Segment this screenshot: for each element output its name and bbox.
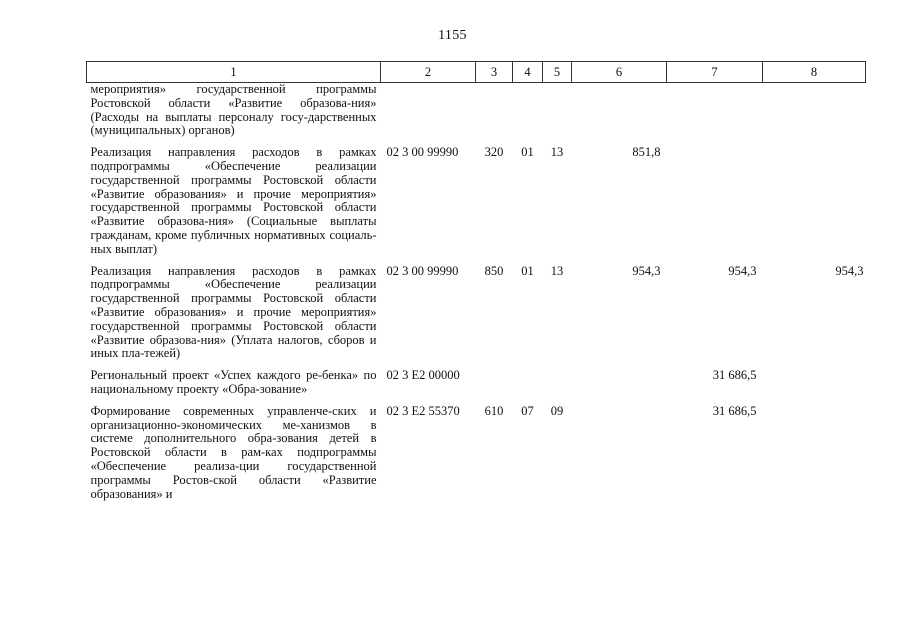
row-amount-col8 bbox=[763, 83, 866, 147]
page-number: 1155 bbox=[438, 28, 467, 43]
budget-table bbox=[86, 61, 866, 509]
row-subsection: 13 bbox=[550, 145, 564, 160]
row-expense-type bbox=[476, 369, 513, 405]
row-amount-col6 bbox=[572, 369, 667, 405]
row-amount-col6 bbox=[572, 83, 667, 147]
row-section bbox=[513, 369, 543, 405]
row-amount-col7: 31 686,5 bbox=[712, 368, 757, 383]
row-section: 07 bbox=[521, 403, 534, 418]
table-row bbox=[87, 405, 866, 510]
row-description: Формирование современных управленче-ских и организационно-экономических ме-ханизмов в системе дополнительного обра-зования детей в Ростовской области в рам-ках подпрограммы «Обеспечение реализа-ции государственной программы Ростов-ской области «Развитие образования» и bbox=[90, 403, 377, 501]
table-header bbox=[87, 62, 866, 83]
row-section: 01 bbox=[521, 145, 534, 160]
column-header-5: 5 bbox=[543, 62, 572, 83]
row-target-code bbox=[381, 83, 476, 147]
row-subsection: 13 bbox=[550, 263, 564, 278]
column-header-8: 8 bbox=[763, 62, 866, 83]
row-amount-col6: 851,8 bbox=[632, 145, 661, 160]
row-amount-col7 bbox=[667, 146, 763, 264]
row-subsection: 09 bbox=[550, 403, 564, 418]
row-expense-type bbox=[476, 83, 513, 147]
row-description: Реализация направления расходов в рамках подпрограммы «Обеспечение реализации государственной программы Ростовской области «Развитие образования» и прочие мероприятия» государственной программы Ростовской области «Развитие образова-ния» (Уплата налогов, сборов и иных пла-тежей) bbox=[90, 263, 377, 361]
table-row bbox=[87, 146, 866, 264]
table-row bbox=[87, 265, 866, 370]
table-body bbox=[87, 83, 866, 510]
row-amount-col8 bbox=[763, 369, 866, 405]
column-header-6: 6 bbox=[572, 62, 667, 83]
row-description: Региональный проект «Успех каждого ре-бенка» по национальному проекту «Обра-зование» bbox=[90, 368, 377, 396]
row-amount-col6: 954,3 bbox=[632, 263, 661, 278]
table-row bbox=[87, 83, 866, 147]
row-amount-col6 bbox=[572, 405, 667, 510]
row-target-code: 02 3 E2 55370 bbox=[386, 403, 460, 418]
column-header-1: 1 bbox=[87, 62, 381, 83]
header-row bbox=[87, 62, 866, 83]
row-target-code: 02 3 E2 00000 bbox=[386, 368, 460, 383]
row-expense-type: 320 bbox=[484, 145, 504, 160]
row-description: мероприятия» государственной программы Ростовской области «Развитие образова-ния» (Расходы на выплаты персоналу госу-дарственных (муниципальных) органов) bbox=[90, 82, 377, 138]
row-expense-type: 610 bbox=[484, 403, 504, 418]
column-header-2: 2 bbox=[381, 62, 476, 83]
row-amount-col8 bbox=[763, 146, 866, 264]
table-row bbox=[87, 369, 866, 405]
row-section: 01 bbox=[521, 263, 534, 278]
row-amount-col8: 954,3 bbox=[835, 263, 864, 278]
row-subsection bbox=[543, 83, 572, 147]
row-amount-col7 bbox=[667, 83, 763, 147]
row-amount-col7: 31 686,5 bbox=[712, 403, 757, 418]
row-amount-col8 bbox=[763, 405, 866, 510]
row-expense-type: 850 bbox=[484, 263, 504, 278]
row-section bbox=[513, 83, 543, 147]
row-target-code: 02 3 00 99990 bbox=[386, 263, 459, 278]
row-target-code: 02 3 00 99990 bbox=[386, 145, 459, 160]
row-description: Реализация направления расходов в рамках подпрограммы «Обеспечение реализации государственной программы Ростовской области «Развитие образования» и прочие мероприятия» государственной программы Ростовской области «Развитие образова-ния» (Социальные выплаты гражданам, кроме публичных нормативных социаль-ных выплат) bbox=[90, 145, 377, 256]
column-header-4: 4 bbox=[513, 62, 543, 83]
row-subsection bbox=[543, 369, 572, 405]
row-amount-col7: 954,3 bbox=[728, 263, 757, 278]
column-header-3: 3 bbox=[476, 62, 513, 83]
column-header-7: 7 bbox=[667, 62, 763, 83]
